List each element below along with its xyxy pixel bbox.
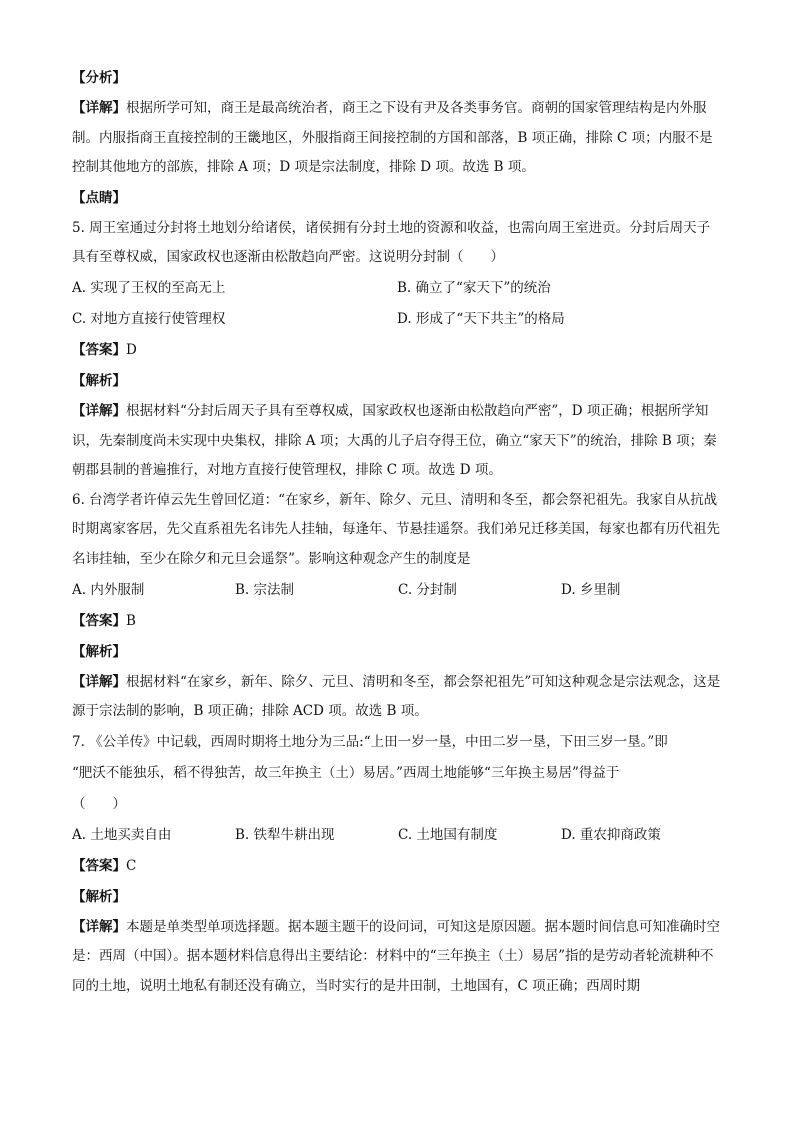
question-7-stem-line-2: “肥沃不能独乐，稻不得独苦，故三年换主（土）易居。”西周土地能够“三年换主易居”得益于 [72, 764, 620, 781]
detail-tag: 【详解】 [72, 402, 126, 419]
answer-tag: 【答案】 [72, 612, 126, 629]
detail-text: 根据材料“在家乡，新年、除夕、元旦、清明和冬至，都会祭祀祖先”可知这种观念是宗法观念，这是源于宗法制的影响，B 项正确；排除 ACD 项。故选 B 项。 [72, 673, 721, 720]
question-5-answer [72, 335, 722, 366]
analysis-tag: 【解析】 [72, 372, 126, 389]
question-7-answer [72, 851, 722, 882]
question-7-stem-line-3: （ ） [72, 795, 126, 812]
question-5-stem: 5. 周王室通过分封将土地划分给诸侯，诸侯拥有分封土地的资源和收益，也需向周王室进贡。分封后周天子具有至尊权威，国家政权也逐渐由松散趋向严密。这说明分封制（ ） [72, 219, 711, 266]
detail-tag: 【详解】 [72, 673, 126, 690]
question-7-detail [72, 913, 722, 1002]
question-6-option-c: C. 分封制 [398, 581, 457, 598]
question-5-options-row-1 [72, 273, 722, 304]
question-7-analysis-heading [72, 882, 722, 913]
answer-tag: 【答案】 [72, 341, 126, 358]
tip-tag: 【点睛】 [72, 189, 126, 206]
analysis-tag: 【解析】 [72, 643, 126, 660]
question-7-option-c: C. 土地国有制度 [398, 826, 498, 843]
question-6-option-d: D. 乡里制 [561, 581, 621, 598]
question-6-options [72, 575, 722, 606]
question-5-option-a: A. 实现了王权的至高无上 [72, 279, 226, 296]
answer-value: D [126, 341, 137, 358]
answer-value: C [126, 857, 137, 874]
document-content [72, 63, 722, 1002]
question-6-detail [72, 668, 722, 727]
question-7-options [72, 820, 722, 851]
question-7-option-b: B. 铁犁牛耕出现 [235, 826, 335, 843]
question-6-stem: 6. 台湾学者许倬云先生曾回忆道：“在家乡，新年、除夕、元旦、清明和冬至，都会祭祀祖先。我家自从抗战时期离家客居，先父直系祖先名讳先人挂轴，每逢年、节悬挂遥祭。我们弟兄迁移美国，每家也都有历代祖先名讳挂轴，至少在除夕和元旦会遥祭”。影响这种观念产生的制度是 [72, 491, 720, 567]
question-5-options-row-2 [72, 304, 722, 335]
detail-tag: 【详解】 [72, 100, 126, 116]
tip-heading [72, 183, 722, 214]
question-5-option-d: D. 形成了“天下共主”的格局 [397, 310, 565, 327]
analysis-tag: 【解析】 [72, 888, 126, 905]
answer-tag: 【答案】 [72, 857, 126, 874]
question-7-stem-line-1: 7. 《公羊传》中记载，西周时期将土地分为三品:“上田一岁一垦，中田二岁一垦，下田三岁一垦。”即 [72, 733, 668, 750]
question-5-option-b: B. 确立了“家天下”的统治 [397, 279, 551, 296]
analysis-tag: 【分析】 [72, 70, 126, 86]
question-7-option-d: D. 重农抑商政策 [561, 826, 661, 843]
question-5-detail [72, 397, 722, 486]
question-6-option-b: B. 宗法制 [235, 581, 295, 598]
detail-paragraph [72, 94, 722, 183]
question-7-option-a: A. 土地买卖自由 [72, 826, 172, 843]
question-6-answer [72, 606, 722, 637]
detail-text: 根据所学可知，商王是最高统治者，商王之下设有尹及各类事务官。商朝的国家管理结构是内外服制。内服指商王直接控制的王畿地区，外服指商王间接控制的方国和部落，B 项正确，排除 C 项；内服不是控制其他地方的部族，排除 A 项；D 项是宗法制度，排除 D 项。故选 B 项。 [72, 100, 713, 176]
detail-text: 根据材料“分封后周天子具有至尊权威，国家政权也逐渐由松散趋向严密”，D 项正确；根据所学知识，先秦制度尚未实现中央集权，排除 A 项；大禹的儿子启夺得王位，确立“家天下”的统治，排除 B 项；秦朝郡县制的普遍推行，对地方直接行使管理权，排除 C 项。故选 D 项。 [72, 402, 717, 479]
question-6-option-a: A. 内外服制 [72, 581, 145, 598]
detail-text: 本题是单类型单项选择题。据本题主题干的设问词，可知这是原因题。据本题时间信息可知准确时空是：西周（中国）。据本题材料信息得出主要结论：材料中的“三年换主（土）易居”指的是劳动者轮流耕种不同的土地，说明土地私有制还没有确立，当时实行的是井田制，土地国有，C 项正确；西周时期 [72, 918, 720, 994]
question-5-option-c: C. 对地方直接行使管理权 [72, 310, 226, 327]
analysis-heading [72, 63, 722, 94]
detail-tag: 【详解】 [72, 918, 126, 935]
question-6-analysis-heading [72, 637, 722, 668]
answer-value: B [126, 612, 136, 629]
question-5-analysis-heading [72, 366, 722, 397]
